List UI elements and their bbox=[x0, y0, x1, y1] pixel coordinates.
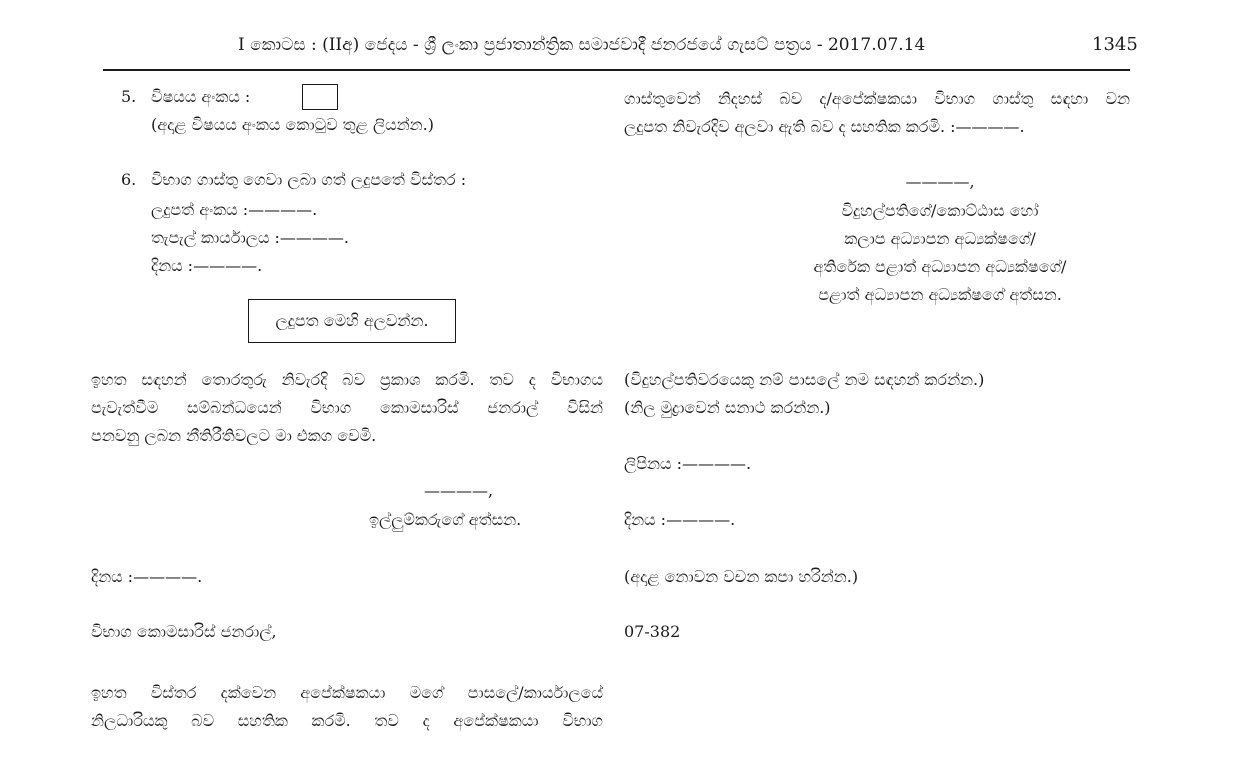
subject-number-box[interactable] bbox=[302, 84, 338, 110]
signature-role-1: විදුහල්පතිගේ/කොට්ඨාස හෝ bbox=[841, 201, 1039, 220]
declaration-line-1: ඉහත සඳහන් තොරතුරු නිවැරදි බව ප්‍රකාශ කරමි. තව ද විභාගය bbox=[91, 370, 603, 389]
strike-note: (අදාළ නොවන වචන කපා හරින්න.) bbox=[624, 567, 859, 586]
item-5-number: 5. bbox=[121, 87, 137, 106]
certification-line-2: නිලධාරියකු බව සහතික කරමි. තව ද අපේක්ෂකයා විභාග bbox=[91, 711, 603, 730]
reference-code: 07-382 bbox=[624, 622, 681, 641]
receipt-number-field: ලදුපත් අංකය :————. bbox=[151, 200, 318, 219]
declaration-line-2: පැවැත්වීම සම්බන්ධයෙන් විභාග කොමසාරිස් ජනරාල් විසින් bbox=[91, 398, 604, 417]
receipt-paste-box bbox=[248, 299, 456, 343]
gazette-header-title: I කොටස : (IIඅ) ජෙදය - ශ්‍රී ලංකා ප්‍රජාතාන්ත්‍රික සමාජවාදී ජනරජයේ ගැසට් පත්‍රය - 2017.07.14 bbox=[238, 35, 926, 55]
cert-continue-line-1: ගාස්තුවෙන් නිදහස් බව ද/අපේක්ෂකයා විභාග ගාස්තු සඳහා වන bbox=[624, 89, 1130, 108]
header-rule bbox=[103, 69, 1130, 71]
item-6-number: 6. bbox=[121, 170, 137, 189]
seal-note: (නිල මුද්‍රාවෙන් සනාථ කරන්න.) bbox=[624, 398, 831, 417]
post-office-field: තැපැල් කාර්යාලය :————. bbox=[151, 228, 350, 247]
signature-role-3: අතිරේක පළාත් අධ්‍යාපන අධ්‍යක්ෂගේ/ bbox=[813, 257, 1067, 276]
address-field: ලිපිනය :————. bbox=[624, 454, 752, 473]
applicant-signature-line: ————, bbox=[424, 481, 494, 500]
addressee: විභාග කොමසාරිස් ජනරාල්, bbox=[91, 622, 277, 641]
certification-line-1: ඉහත විස්තර දක්වෙන අපේක්ෂකයා මගේ පාසලේ/කාර්යාලයේ bbox=[91, 683, 603, 702]
item-5-label: විෂයය අංකය : bbox=[151, 87, 251, 106]
principal-note: (විදුහල්පතිවරයෙකු නම් පාසලේ නම සඳහන් කරන්න.) bbox=[624, 370, 985, 389]
signature-role-2: කලාප අධ්‍යාපන අධ්‍යක්ෂගේ/ bbox=[844, 229, 1036, 248]
receipt-paste-label: ලදුපත මෙහි අලවන්න. bbox=[275, 311, 429, 330]
applicant-date-field: දිනය :————. bbox=[91, 567, 203, 586]
declaration-line-3: පනවනු ලබන නීතිරීතිවලට මා එකග වෙමි. bbox=[91, 426, 377, 445]
official-signature-line: ————, bbox=[905, 172, 975, 191]
signature-role-4: පළාත් අධ්‍යාපන අධ්‍යක්ෂගේ අත්සන. bbox=[818, 285, 1062, 304]
receipt-date-field: දිනය :————. bbox=[151, 256, 263, 275]
cert-continue-line-2: ලදුපත නිවැරදිව අලවා ඇති බව ද සහතික කරමි. :————. bbox=[624, 117, 1025, 136]
item-6-label: විභාග ගාස්තු ගෙවා ලබා ගත් ලදුපතේ විස්තර : bbox=[151, 170, 467, 189]
page-number: 1345 bbox=[1092, 34, 1138, 55]
item-5-note: (අදාළ විෂයය අංකය කොටුව තුළ ලියන්න.) bbox=[151, 115, 434, 134]
applicant-signature-label: ඉල්ලුම්කරුගේ අත්සන. bbox=[369, 510, 522, 529]
official-date-field: දිනය :————. bbox=[624, 510, 736, 529]
